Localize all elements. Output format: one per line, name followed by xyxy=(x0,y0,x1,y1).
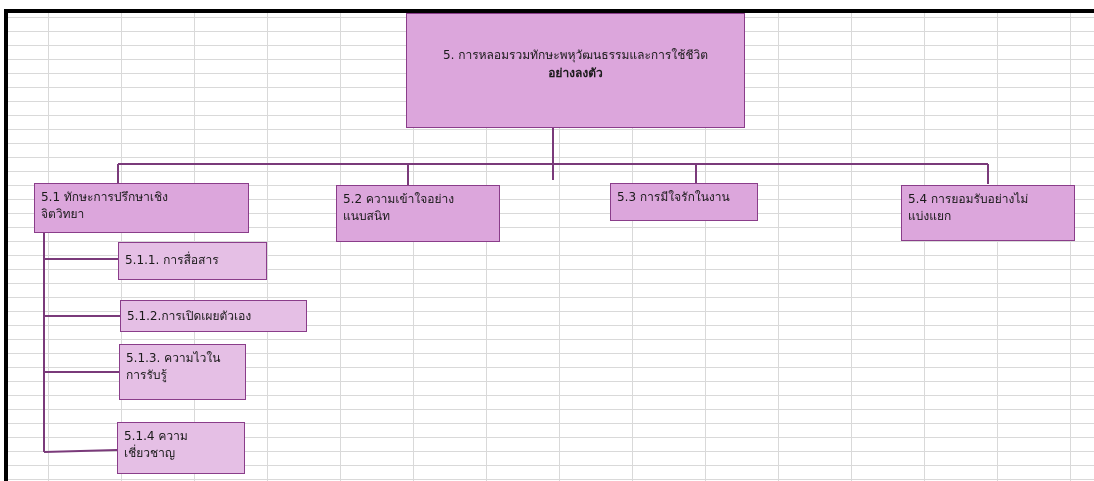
sub-5-1-2-line1: 5.1.2.การเปิดเผยตัวเอง xyxy=(127,309,252,323)
branch-5-4-line2: แบ่งแยก xyxy=(908,209,952,223)
branch-node-5-4 xyxy=(901,185,1075,241)
branch-5-1-line2: จิตวิทยา xyxy=(41,207,85,221)
branch-node-5-2 xyxy=(336,185,500,242)
sub-5-1-3-line2: การรับรู้ xyxy=(126,368,167,382)
sub-5-1-4-line2: เชี่ยวชาญ xyxy=(124,446,176,460)
sub-5-1-3-line1: 5.1.3. ความไวใน xyxy=(126,351,221,365)
branch-5-1-line1: 5.1 ทักษะการปรึกษาเชิง xyxy=(41,190,168,204)
sub-node-5-1-3 xyxy=(119,344,246,400)
branch-5-2-line2: แนบสนิท xyxy=(343,209,390,223)
branch-5-4-line1: 5.4 การยอมรับอย่างไม่ xyxy=(908,192,1029,206)
root-node-line2: อย่างลงตัว xyxy=(548,66,603,80)
root-node xyxy=(406,13,745,128)
branch-node-5-3 xyxy=(610,183,758,221)
branch-5-2-line1: 5.2 ความเข้าใจอย่าง xyxy=(343,192,455,206)
sub-5-1-4-line1: 5.1.4 ความ xyxy=(124,429,188,443)
sub-node-5-1-4 xyxy=(117,422,245,474)
branch-node-5-1 xyxy=(34,183,249,233)
sub-node-5-1-2 xyxy=(120,300,307,332)
root-node-line1: 5. การหลอมรวมทักษะพหุวัฒนธรรมและการใช้ชีวิต xyxy=(442,48,709,62)
sub-node-5-1-1 xyxy=(118,242,267,280)
connector-sub-5-1-4 xyxy=(44,450,117,452)
branch-5-3-line1: 5.3 การมีใจรักในงาน xyxy=(617,190,730,204)
sub-5-1-1-line1: 5.1.1. การสื่อสาร xyxy=(125,253,219,267)
